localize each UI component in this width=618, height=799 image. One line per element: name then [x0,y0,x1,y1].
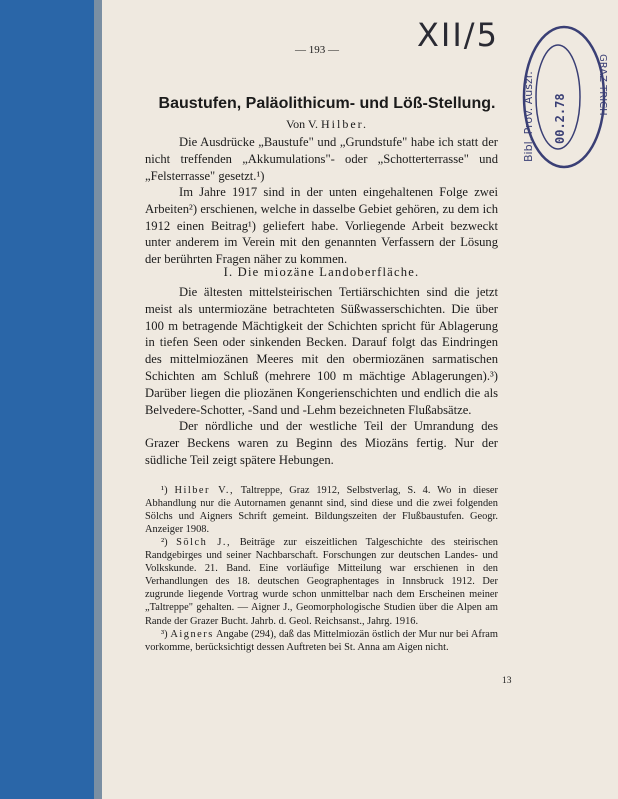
paragraph-4-text: Der nördliche und der westliche Teil der Umrandung des Grazer Beckens waren zu Beginn des Miozäns fertig. Nur der südliche Teil zeigt spätere Hebungen. [145,419,498,467]
paragraph-1 [145,134,498,184]
library-stamp-icon [520,22,608,172]
section-heading: I. Die miozäne Landoberfläche. [223,265,420,279]
stamp-inner-text: 00.2.78 [553,93,567,144]
author-prefix: Von V. [285,117,319,131]
footnote-1 [145,484,498,536]
paragraph-1-text: Die Ausdrücke „Baustufe" und „Grundstufe" habe ich statt der nicht treffenden „Akkumulations"- oder „Schotterterrasse" und „Felsterrasse" gesetzt.¹) [145,135,498,183]
page-number: — 193 — [295,44,339,56]
footnote-3-text: Angabe (294), daß das Mittelmiozän östlich der Mur nur bei Afram vorkomme, berücksichtigt dessen Auftreten bei St. Anna am Aigen nicht. [145,629,498,654]
paragraph-2 [145,184,498,268]
footnote-2-text: Beiträge zur eiszeitlichen Talgeschichte des steirischen Randgebirges und seiner Nachbarschaft. Forschungen zur deutschen Landes- und Volkskunde. 21. Band. Eine vorläufige Mitteilung war erschienen in den Verhandlungen des 18. deutschen Geographentages in Innsbruck 1912. Der zugrunde liegende Vortrag wurde schon unmittelbar nach dem Erscheinen meiner „Taltreppe" gehalten. — Aigner J., Geomorphologische Studien über die Alpen am Rande der Grazer Bucht. Jahrb. d. Geol. Reichsanst., Jahrg. 1916. [145,537,498,627]
footnote-1-text: Taltreppe, Graz 1912, Selbstverlag, S. 4. Wo in dieser Abhandlung nur die Autornamen genannt sind, sind diese und die zwei folgenden Sölchs und Aigners Schrift gemeint. Bildungszeiten der Flußbaustufen. Geogr. Anzeiger 1908. [145,485,498,536]
paragraph-3 [145,284,498,418]
footnote-2-mark: ²) [161,537,168,548]
article-title: Baustufen, Paläolithicum- und Löß-Stellung. [158,95,496,112]
signature-mark: 13 [502,676,512,686]
stamp-outer-text: Bibl. Prov. Auszr. [522,71,535,162]
footnote-2-author: Sölch J., [176,537,232,548]
paragraph-2-text: Im Jahre 1917 sind in der unten eingehaltenen Folge zwei Arbeiten²) erschienen, welche in dasselbe Gebiet gehören, zu dem ich 1912 einen Beitrag¹) geliefert habe. Vorliegende Arbeit bezweckt unter anderem im Verein mit den genannten Verfassern der Lösung der berührten Fragen näher zu kommen. [145,185,498,267]
paragraph-4 [145,418,498,468]
footnote-1-author: Hilber V., [174,485,235,496]
author-name: Hilber. [321,117,369,131]
footnote-2 [145,536,498,628]
handwritten-note: XII/5 [417,16,499,54]
document-page [102,0,618,799]
footnote-3-author: Aigners [170,629,214,640]
book-cover-spine [0,0,100,799]
footnote-3-mark: ³) [161,629,168,640]
paragraph-3-text: Die ältesten mittelsteirischen Tertiärschichten sind die jetzt meist als untermiozäne betrachteten Süßwasserschichten. Die über 100 m betragende Mächtigkeit der Schichten spricht für Ablagerung in tiefen Seen oder sinkenden Becken. Darauf folgt das Eindringen des mittelmiozänen Meeres mit den obermiozänen sarmatischen Schichten am Schluß (mehrere 100 m mächtige Ablagerungen).³) Darüber liegen die pliozänen Kongerienschichten und endlich die als Belvedere-Schotter, -Sand und -Lehm bezeichneten Flußabsätze. [145,285,498,417]
footnote-3 [145,628,498,654]
footnote-1-mark: ¹) [161,485,168,496]
author-line [132,117,522,132]
page-edges [94,0,102,799]
stamp-right-text: GRAZ TRICH [597,54,608,116]
